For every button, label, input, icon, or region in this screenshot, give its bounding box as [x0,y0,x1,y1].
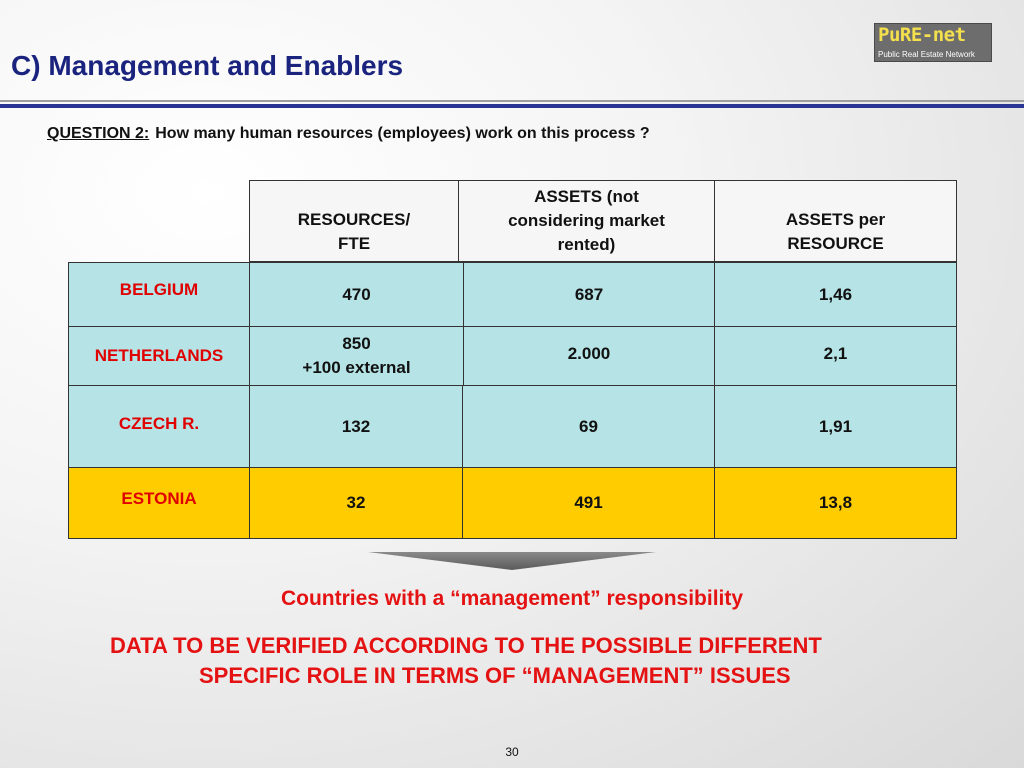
pure-net-logo [874,23,992,62]
logo-name: PuRE-net [878,24,966,46]
estonia-assets: 491 [462,467,715,539]
down-arrow-icon [368,552,658,572]
country-netherlands: NETHERLANDS [68,326,250,386]
belgium-resources: 470 [249,262,464,327]
czech-ratio: 1,91 [714,385,957,468]
verification-note [110,631,822,691]
country-czech: CZECH R. [68,385,250,468]
verification-note-line1: DATA TO BE VERIFIED ACCORDING TO THE POSSIBLE DIFFERENT [110,633,822,658]
czech-assets: 69 [462,385,715,468]
slide-title: C) Management and Enablers [11,50,404,81]
logo-subtitle: Public Real Estate Network [878,50,975,59]
question [47,125,650,143]
page-number: 30 [505,745,519,759]
verification-note-line2: SPECIFIC ROLE IN TERMS OF “MANAGEMENT” ISSUES [199,663,791,688]
czech-resources: 132 [249,385,463,468]
title-divider [0,104,1024,108]
netherlands-assets: 2.000 [463,326,715,386]
estonia-ratio: 13,8 [714,467,957,539]
management-note: Countries with a “management” responsibility [280,587,744,610]
belgium-ratio: 1,46 [714,262,957,327]
belgium-assets: 687 [463,262,715,327]
country-estonia: ESTONIA [68,467,250,539]
estonia-resources: 32 [249,467,463,539]
header-resources: RESOURCES/ FTE [249,180,459,262]
netherlands-resources: 850 +100 external [249,326,464,386]
question-label: QUESTION 2: [47,125,150,142]
country-belgium: BELGIUM [68,262,250,327]
netherlands-ratio: 2,1 [714,326,957,386]
header-assets: ASSETS (not considering market rented) [458,180,715,262]
header-assets-per-resource: ASSETS per RESOURCE [714,180,957,262]
title-divider-thin [0,100,1024,102]
question-text: How many human resources (employees) work on this process ? [155,125,650,142]
